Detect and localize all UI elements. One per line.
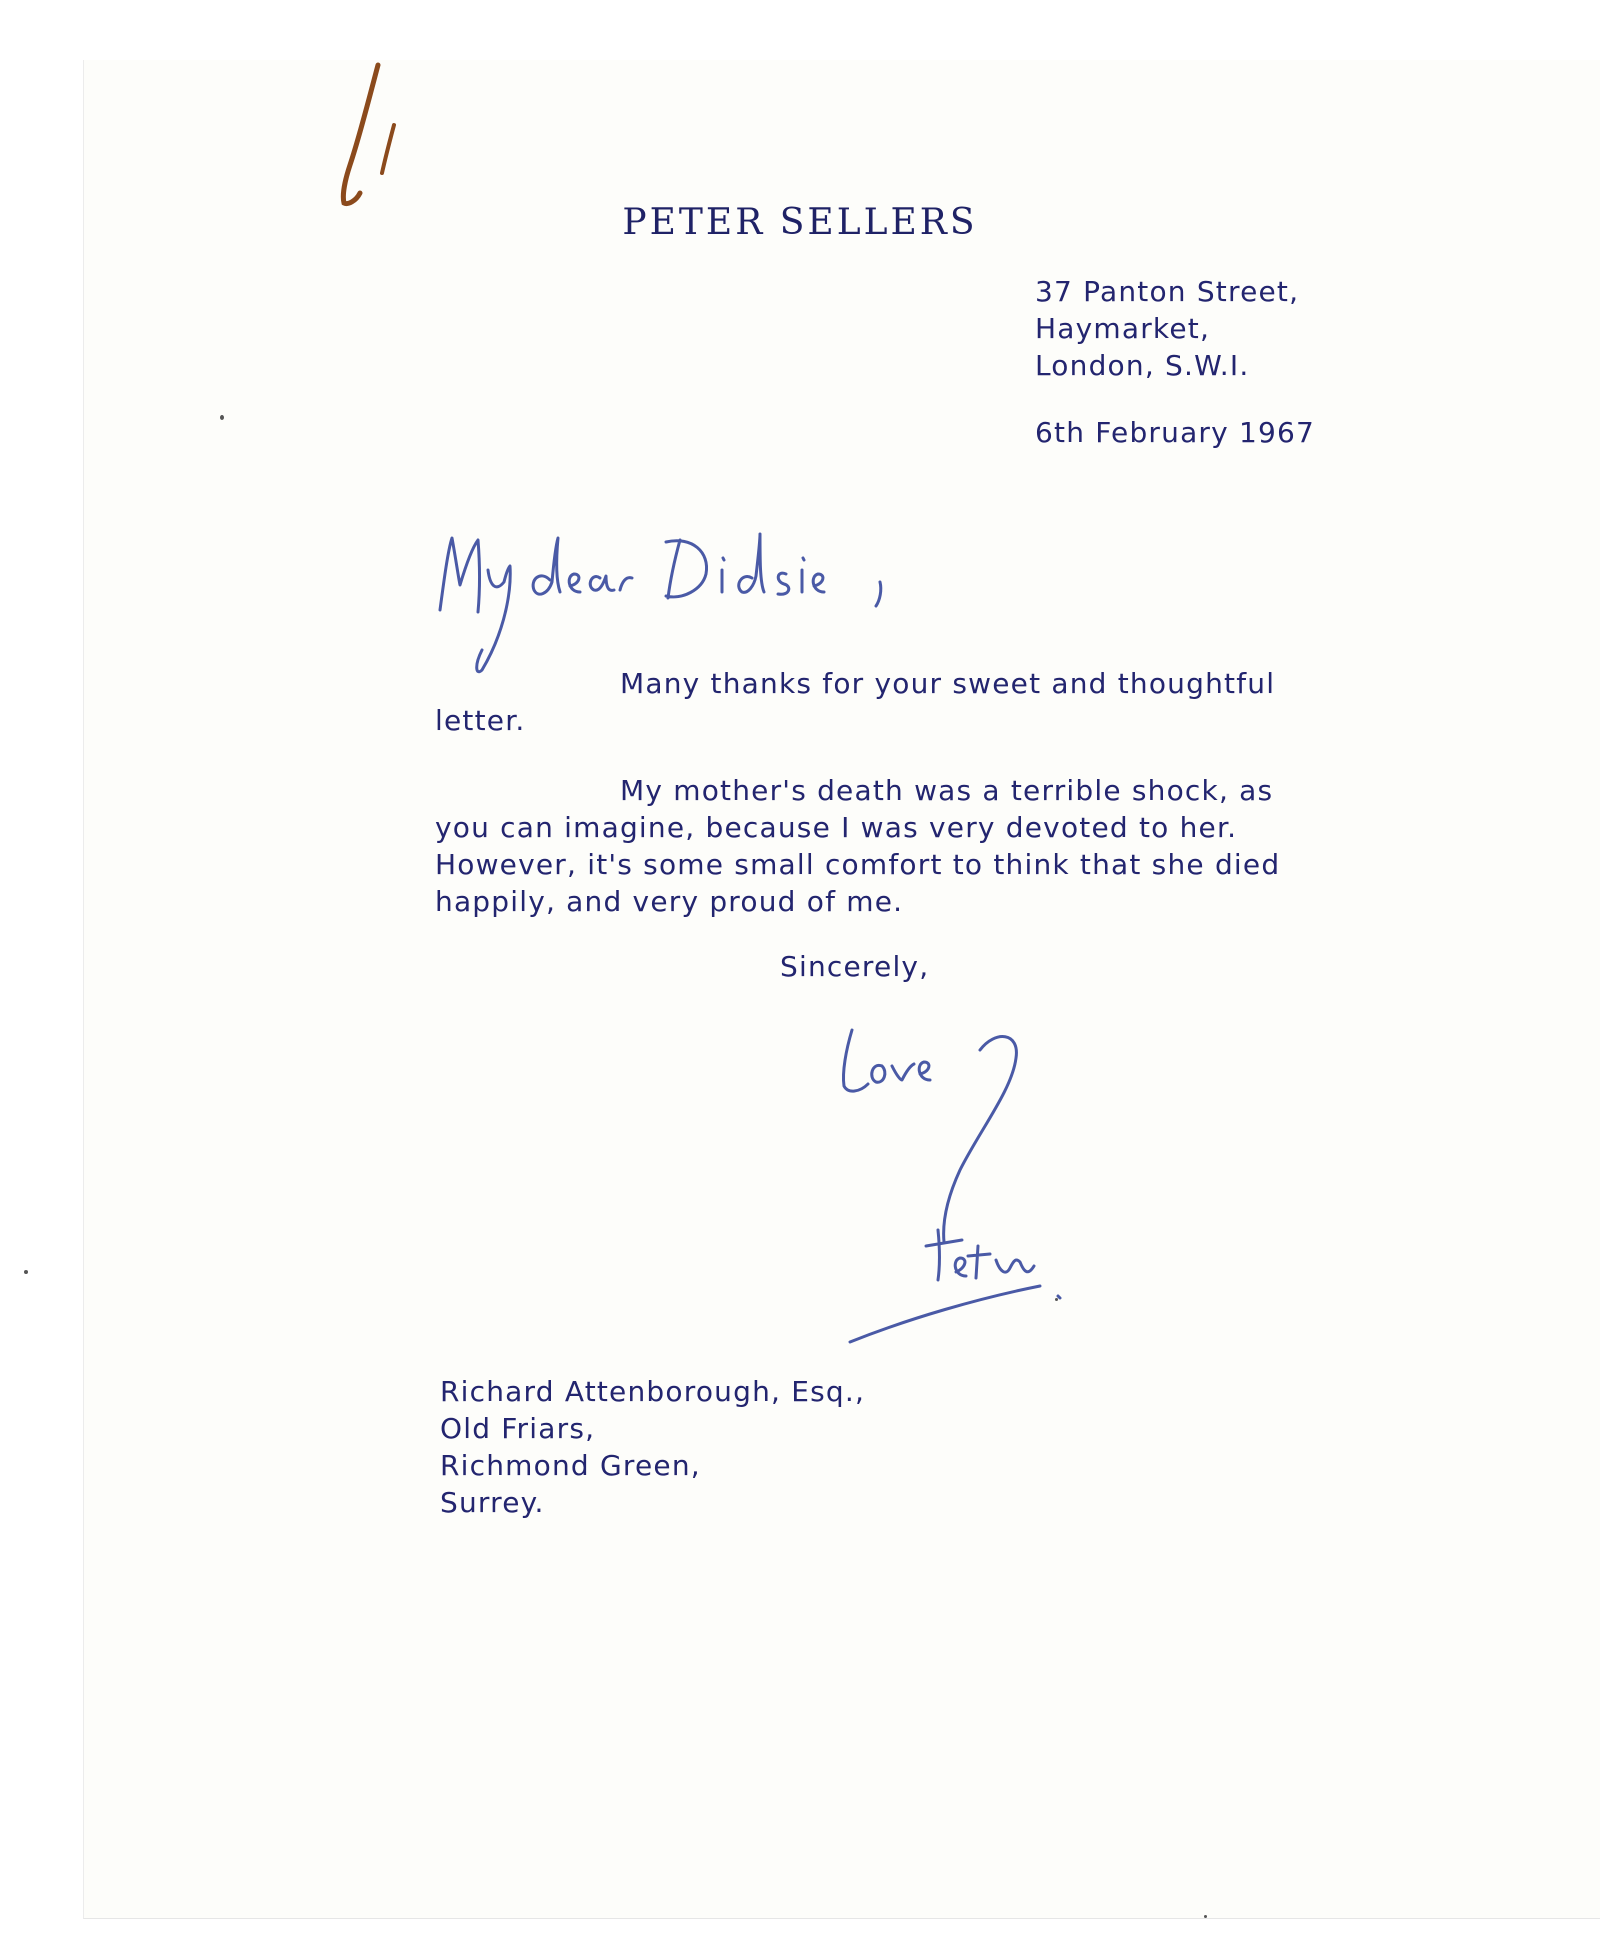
body-line: you can imagine, because I was very devoted to her. <box>435 811 1238 844</box>
paper-speck <box>24 1270 28 1274</box>
closing: Sincerely, <box>780 950 930 983</box>
corner-pencil-mark <box>320 55 410 215</box>
paper-speck <box>1204 1915 1207 1918</box>
recipient-address <box>440 1373 865 1521</box>
handwritten-salutation <box>430 490 950 680</box>
body-paragraph-2 <box>435 772 1280 920</box>
recipient-line: Richmond Green, <box>440 1449 701 1482</box>
recipient-line: Richard Attenborough, Esq., <box>440 1375 866 1408</box>
body-line: However, it's some small comfort to think that she died <box>435 848 1281 881</box>
sender-address <box>1035 273 1299 384</box>
recipient-line: Surrey. <box>440 1486 545 1519</box>
handwritten-signature <box>830 1010 1090 1350</box>
sender-address-line: Haymarket, <box>1035 312 1211 345</box>
letterhead-name: PETER SELLERS <box>622 202 978 243</box>
paper-speck <box>220 415 224 420</box>
paper-speck <box>1055 1298 1058 1301</box>
letter-date: 6th February 1967 <box>1035 416 1316 449</box>
body-line: Many thanks for your sweet and thoughtful <box>620 667 1276 700</box>
body-paragraph-1 <box>435 665 1275 739</box>
recipient-line: Old Friars, <box>440 1412 596 1445</box>
sender-address-line: 37 Panton Street, <box>1035 275 1300 308</box>
body-line: My mother's death was a terrible shock, as <box>620 774 1274 807</box>
body-line: letter. <box>435 704 526 737</box>
body-line: happily, and very proud of me. <box>435 885 904 918</box>
sender-address-line: London, S.W.I. <box>1035 349 1250 382</box>
letter-sheet <box>83 60 1600 1919</box>
